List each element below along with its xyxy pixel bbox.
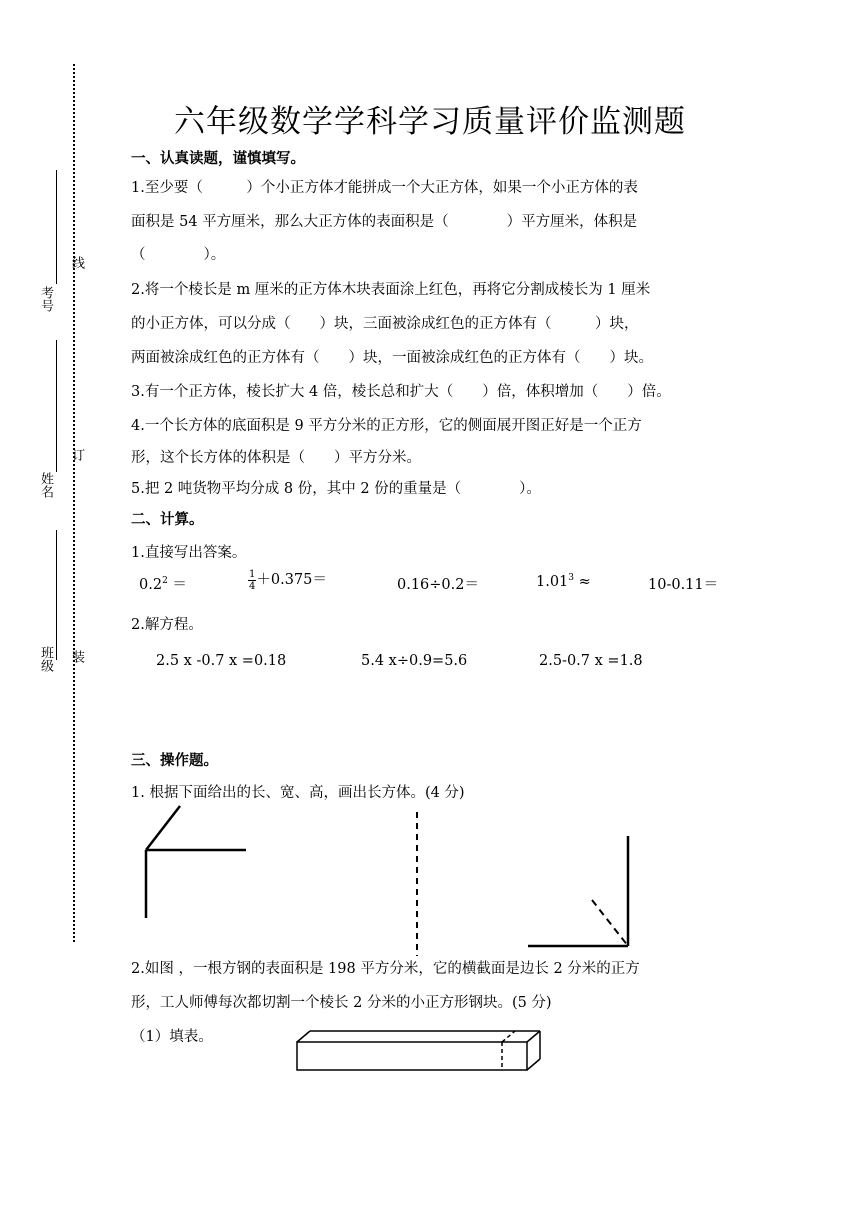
expr-1: $0.2^2$ ＝: [139, 576, 187, 593]
q5-line: 5.把 2 吨货物平均分成 8 份，其中 2 份的重量是（ ）。: [131, 481, 541, 497]
q2-line-1: 2.将一个棱长是 m 厘米的正方体木块表面涂上红色，再将它分割成棱长为 1 厘米: [131, 282, 651, 298]
q1-line-2: 面积是 54 平方厘米，那么大正方体的表面积是（ ）平方厘米，体积是: [131, 214, 638, 230]
op-q2-subheading: （1）填表。: [131, 1029, 213, 1045]
calc-part-1: 1.直接写出答案。: [131, 545, 247, 561]
equation-1: 2.5 x -0.7 x =0.18: [156, 653, 287, 669]
q2-line-3: 两面被涂成红色的正方体有（ ）块，一面被涂成红色的正方体有（ ）块。: [131, 350, 653, 366]
expr-4: $1.01^3$ ≈: [536, 573, 591, 590]
op-q2-line-1: 2.如图 ，一根方钢的表面积是 198 平方分米，它的横截面是边长 2 分米的正方: [131, 961, 640, 977]
equation-3: 2.5-0.7 x =1.8: [539, 653, 643, 669]
q2-line-2: 的小正方体，可以分成（ ）块，三面被涂成红色的正方体有（ ）块，: [131, 316, 639, 332]
q1-line-1: 1.至少要（ ）个小正方体才能拼成一个大正方体，如果一个小正方体的表: [131, 180, 638, 196]
banji-label: 班级: [38, 646, 53, 672]
steel-bar-figure: [297, 1031, 540, 1070]
op-q2-line-2: 形，工人师傅每次都切割一个棱长 2 分米的小正方形钢块。(5 分): [131, 995, 552, 1011]
expr-5: 10-0.11＝: [648, 577, 719, 593]
op-q1-line: 1. 根据下面给出的长、宽、高，画出长方体。(4 分): [131, 785, 465, 801]
calc-part-2: 2.解方程。: [131, 617, 203, 633]
q4-line-1: 4.一个长方体的底面积是 9 平方分米的正方形，它的侧面展开图正好是一个正方: [131, 418, 642, 434]
zhuang-label: 装: [69, 650, 84, 663]
xian-label: 线: [69, 256, 84, 269]
expr-2: $\frac{1}{4}$ ＋0.375＝: [249, 568, 327, 592]
figure-left-corner: [146, 806, 246, 918]
fraction-quarter: $\frac{1}{4}$: [249, 568, 256, 592]
expr-3: 0.16÷0.2＝: [397, 577, 479, 593]
figure-right-corner: [528, 836, 628, 946]
xingming-label: 姓名: [38, 472, 53, 498]
section-1-heading: 一、认真读题，谨慎填写。: [131, 151, 305, 167]
q1-line-3: （ ）。: [131, 247, 226, 263]
q3-line: 3.有一个正方体，棱长扩大 4 倍，棱长总和扩大（ ）倍，体积增加（ ）倍。: [131, 384, 671, 400]
equation-2: 5.4 x÷0.9=5.6: [361, 653, 468, 669]
section-2-heading: 二、计算。: [131, 512, 204, 528]
page-title: 六年级数学学科学习质量评价监测题: [174, 104, 686, 140]
ding-label: 订: [69, 448, 84, 461]
q4-line-2: 形，这个长方体的体积是（ ）平方分米。: [131, 450, 421, 466]
section-3-heading: 三、操作题。: [131, 753, 218, 769]
kaohao-label: 考号: [38, 286, 53, 312]
